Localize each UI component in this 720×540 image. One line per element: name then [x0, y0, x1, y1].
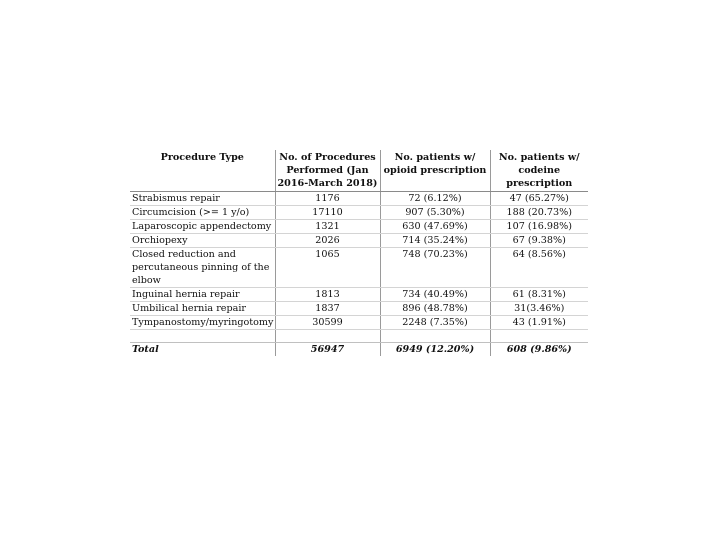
total-row	[130, 343, 588, 357]
spacer-cell	[380, 330, 490, 343]
procedure-count: 1065	[275, 248, 380, 288]
total-label: Total	[132, 344, 159, 355]
procedure-name: Laparoscopic appendectomy	[130, 220, 275, 234]
table-row	[130, 192, 588, 206]
codeine-count: 47 (65.27%)	[490, 192, 588, 206]
header-procedures-performed: No. of Procedures Performed (Jan 2016-March 2018)	[275, 150, 380, 192]
procedure-count: 1837	[275, 302, 380, 316]
procedure-table	[130, 150, 588, 356]
opioid-count: 72 (6.12%)	[380, 192, 490, 206]
opioid-count: 630 (47.69%)	[380, 220, 490, 234]
opioid-count: 734 (40.49%)	[380, 288, 490, 302]
table-row	[130, 316, 588, 330]
opioid-count: 714 (35.24%)	[380, 234, 490, 248]
codeine-count: 43 (1.91%)	[490, 316, 588, 330]
spacer-row	[130, 330, 588, 343]
table-row	[130, 302, 588, 316]
procedure-count: 1321	[275, 220, 380, 234]
opioid-count: 907 (5.30%)	[380, 206, 490, 220]
procedure-count: 1813	[275, 288, 380, 302]
procedure-name: Umbilical hernia repair	[130, 302, 275, 316]
procedure-name: Orchiopexy	[130, 234, 275, 248]
opioid-count: 2248 (7.35%)	[380, 316, 490, 330]
spacer-cell	[275, 330, 380, 343]
table-row	[130, 234, 588, 248]
procedure-table-container	[130, 150, 588, 356]
procedure-count: 2026	[275, 234, 380, 248]
spacer-cell	[130, 330, 275, 343]
codeine-count: 107 (16.98%)	[490, 220, 588, 234]
codeine-count: 188 (20.73%)	[490, 206, 588, 220]
codeine-count: 67 (9.38%)	[490, 234, 588, 248]
header-procedure-type: Procedure Type	[130, 150, 275, 192]
procedure-name: Tympanostomy/myringotomy	[132, 317, 274, 328]
header-codeine-prescription: No. patients w/ codeine prescription	[490, 150, 588, 192]
codeine-count: 31(3.46%)	[490, 302, 588, 316]
codeine-count: 64 (8.56%)	[490, 248, 588, 288]
opioid-count: 748 (70.23%)	[380, 248, 490, 288]
procedure-name: Inguinal hernia repair	[130, 288, 275, 302]
codeine-count: 61 (8.31%)	[490, 288, 588, 302]
spacer-cell	[490, 330, 588, 343]
total-codeine: 608 (9.86%)	[490, 343, 588, 357]
total-procedures: 56947	[275, 343, 380, 357]
total-opioid: 6949 (12.20%)	[380, 343, 490, 357]
procedure-name: Closed reduction and percutaneous pinning of the elbow	[130, 248, 275, 288]
opioid-count: 896 (48.78%)	[380, 302, 490, 316]
table-row	[130, 206, 588, 220]
procedure-count: 30599	[275, 316, 380, 330]
table-row	[130, 248, 588, 288]
procedure-name: Strabismus repair	[130, 192, 275, 206]
procedure-name: Circumcision (>= 1 y/o)	[130, 206, 275, 220]
procedure-count: 17110	[275, 206, 380, 220]
procedure-count: 1176	[275, 192, 380, 206]
table-row	[130, 288, 588, 302]
table-row	[130, 220, 588, 234]
header-row	[130, 150, 588, 192]
header-opioid-prescription: No. patients w/ opioid prescription	[380, 150, 490, 192]
